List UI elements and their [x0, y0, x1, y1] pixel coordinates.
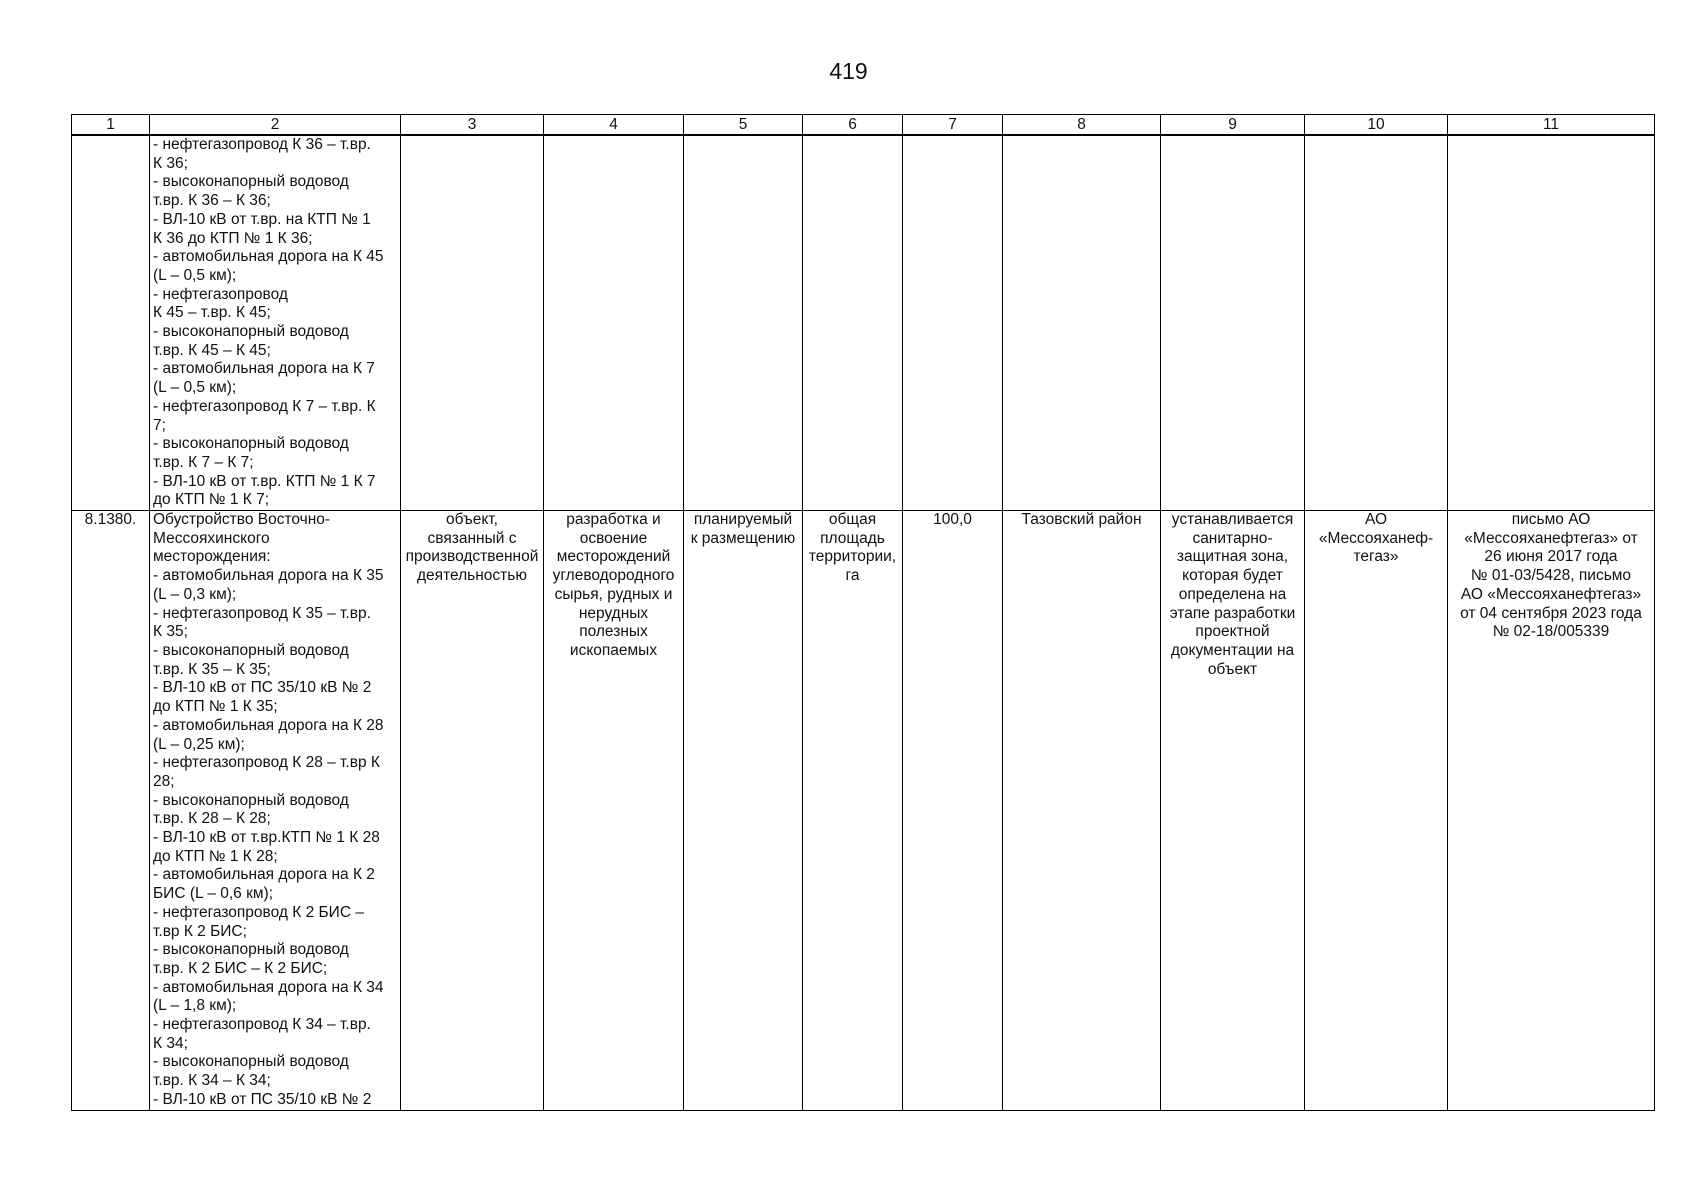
header-cell: 7 — [903, 115, 1003, 136]
row-number-cell — [72, 135, 150, 511]
text-line: письмо АО — [1511, 511, 1591, 529]
text-line: т.вр. К 28 – К 28; — [153, 810, 271, 828]
header-cell: 1 — [72, 115, 150, 136]
text-line: общая — [828, 511, 877, 529]
text-line: 28; — [153, 772, 175, 790]
zone-cell — [1161, 511, 1305, 1111]
text-line: нерудных — [578, 604, 649, 622]
text-line: - автомобильная дорога на К 28 — [153, 716, 384, 734]
text-line: - ВЛ-10 кВ от т.вр. на КТП № 1 — [153, 210, 371, 228]
text-line: т.вр. К 36 – К 36; — [153, 192, 271, 210]
text-line: т.вр. К 2 БИС – К 2 БИС; — [153, 959, 328, 977]
organization-cell — [1305, 511, 1448, 1111]
location-cell: Тазовский район — [1003, 511, 1161, 1111]
cell — [1305, 135, 1448, 511]
text-line: - нефтегазопровод К 35 – т.вр. — [153, 604, 371, 622]
text-line: т.вр К 2 БИС; — [153, 922, 247, 940]
text-line: этапе разработки — [1169, 604, 1296, 622]
text-line: определена на — [1178, 585, 1287, 603]
text-line: - высоконапорный водовод — [153, 323, 349, 341]
text-line: деятельностью — [417, 567, 527, 585]
text-line: № 02-18/005339 — [1492, 623, 1610, 641]
text-line: К 34; — [153, 1034, 188, 1052]
text-line: К 36; — [153, 154, 188, 172]
text-line: - нефтегазопровод К 36 – т.вр. — [153, 136, 371, 153]
text-line: - высоконапорный водовод — [153, 641, 349, 659]
text-line: территории, — [808, 548, 897, 566]
text-line: - высоконапорный водовод — [153, 1053, 349, 1071]
header-cell: 8 — [1003, 115, 1161, 136]
text-line: углеводородного — [552, 567, 675, 585]
header-cell: 2 — [150, 115, 401, 136]
cell — [803, 135, 903, 511]
text-line: связанный с — [427, 529, 517, 547]
text-line: месторождений — [556, 548, 671, 566]
text-line: полезных — [579, 623, 648, 641]
header-cell: 9 — [1161, 115, 1305, 136]
text-line: 7; — [153, 416, 166, 434]
text-line: К 36 до КТП № 1 К 36; — [153, 229, 313, 247]
text-line: - высоконапорный водовод — [153, 173, 349, 191]
text-line: объект — [1207, 660, 1258, 678]
text-line: объект, — [446, 511, 498, 529]
characteristic-cell — [803, 511, 903, 1111]
text-line: т.вр. К 45 – К 45; — [153, 341, 271, 359]
header-cell: 11 — [1448, 115, 1655, 136]
row-number-cell: 8.1380. — [72, 511, 150, 1111]
text-line: месторождения: — [153, 548, 271, 566]
text-line: до КТП № 1 К 35; — [153, 698, 278, 716]
cell — [544, 135, 684, 511]
text-line: № 01-03/5428, письмо — [1470, 567, 1632, 585]
text-line: - высоконапорный водовод — [153, 941, 349, 959]
cell — [903, 135, 1003, 511]
text-line: тегаз» — [1353, 548, 1399, 566]
text-line: сырья, рудных и — [554, 585, 673, 603]
text-line: - ВЛ-10 кВ от ПС 35/10 кВ № 2 — [153, 679, 372, 697]
text-line: АО — [1364, 511, 1388, 529]
text-line: АО «Мессояханефтегаз» — [1460, 585, 1642, 603]
text-line: - автомобильная дорога на К 34 — [153, 978, 384, 996]
text-line: - нефтегазопровод — [153, 285, 288, 303]
cell — [1448, 135, 1655, 511]
text-line: К 45 – т.вр. К 45; — [153, 304, 271, 322]
text-line: - нефтегазопровод К 7 – т.вр. К — [153, 397, 376, 415]
text-line: Мессояхинского — [153, 529, 270, 547]
text-line: БИС (L – 0,6 км); — [153, 885, 274, 903]
text-line: - нефтегазопровод К 2 БИС – — [153, 903, 364, 921]
text-line: «Мессояханефтегаз» от — [1464, 529, 1638, 547]
header-cell: 4 — [544, 115, 684, 136]
cell — [1003, 135, 1161, 511]
text-line: площадь — [820, 529, 885, 547]
text-line: до КТП № 1 К 7; — [153, 491, 270, 509]
text-line: - высоконапорный водовод — [153, 791, 349, 809]
header-cell: 3 — [401, 115, 544, 136]
text-line: которая будет — [1182, 567, 1283, 585]
text-line: (L – 0,5 км); — [153, 379, 237, 397]
text-line: - высоконапорный водовод — [153, 435, 349, 453]
text-line: проектной — [1195, 623, 1270, 641]
text-line: освоение — [579, 529, 648, 547]
text-line: га — [845, 567, 860, 585]
text-line: (L – 0,3 км); — [153, 585, 237, 603]
text-line: К 35; — [153, 623, 188, 641]
table-row — [72, 135, 1655, 511]
text-line: ископаемых — [569, 641, 658, 659]
text-line: - нефтегазопровод К 28 – т.вр К — [153, 754, 380, 772]
text-line: (L – 0,25 км); — [153, 735, 245, 753]
text-line: - автомобильная дорога на К 45 — [153, 248, 384, 266]
text-line: т.вр. К 7 – К 7; — [153, 453, 254, 471]
text-line: планируемый — [693, 511, 793, 529]
text-line: к размещению — [690, 529, 796, 547]
text-line: «Мессояханеф- — [1318, 529, 1434, 547]
page-number: 419 — [829, 58, 868, 84]
text-line: производственной — [405, 548, 539, 566]
header-cell: 10 — [1305, 115, 1448, 136]
area-value-cell: 100,0 — [903, 511, 1003, 1111]
text-line: устанавливается — [1171, 511, 1294, 529]
cell — [684, 135, 803, 511]
text-line: разработка и — [566, 511, 661, 529]
header-cell: 5 — [684, 115, 803, 136]
text-line: (L – 0,5 км); — [153, 266, 237, 284]
cell — [401, 135, 544, 511]
text-line: - ВЛ-10 кВ от ПС 35/10 кВ № 2 — [153, 1090, 372, 1108]
text-line: защитная зона, — [1176, 548, 1289, 566]
purpose-cell — [544, 511, 684, 1111]
text-line: Обустройство Восточно- — [153, 511, 331, 529]
text-line: - ВЛ-10 кВ от т.вр.КТП № 1 К 28 — [153, 829, 380, 847]
text-line: - нефтегазопровод К 34 – т.вр. — [153, 1016, 371, 1034]
text-line: до КТП № 1 К 28; — [153, 847, 278, 865]
text-line: санитарно- — [1192, 529, 1273, 547]
text-line: документации на — [1170, 641, 1295, 659]
text-line: - автомобильная дорога на К 35 — [153, 567, 384, 585]
text-line: (L – 1,8 км); — [153, 997, 237, 1015]
cell — [1161, 135, 1305, 511]
object-description-cell — [150, 511, 401, 1111]
table-row — [72, 511, 1655, 1111]
status-cell — [684, 511, 803, 1111]
header-cell: 6 — [803, 115, 903, 136]
text-line: 26 июня 2017 года — [1484, 548, 1618, 566]
text-line: - автомобильная дорога на К 2 — [153, 866, 375, 884]
basis-document-cell — [1448, 511, 1655, 1111]
text-line: - автомобильная дорога на К 7 — [153, 360, 375, 378]
object-description-cell — [150, 135, 401, 511]
text-line: - ВЛ-10 кВ от т.вр. КТП № 1 К 7 — [153, 472, 376, 490]
header-row — [72, 115, 1655, 136]
text-line: т.вр. К 35 – К 35; — [153, 660, 271, 678]
object-type-cell — [401, 511, 544, 1111]
text-line: т.вр. К 34 – К 34; — [153, 1072, 271, 1090]
text-line: от 04 сентября 2023 года — [1460, 604, 1642, 622]
data-table — [71, 114, 1655, 1111]
